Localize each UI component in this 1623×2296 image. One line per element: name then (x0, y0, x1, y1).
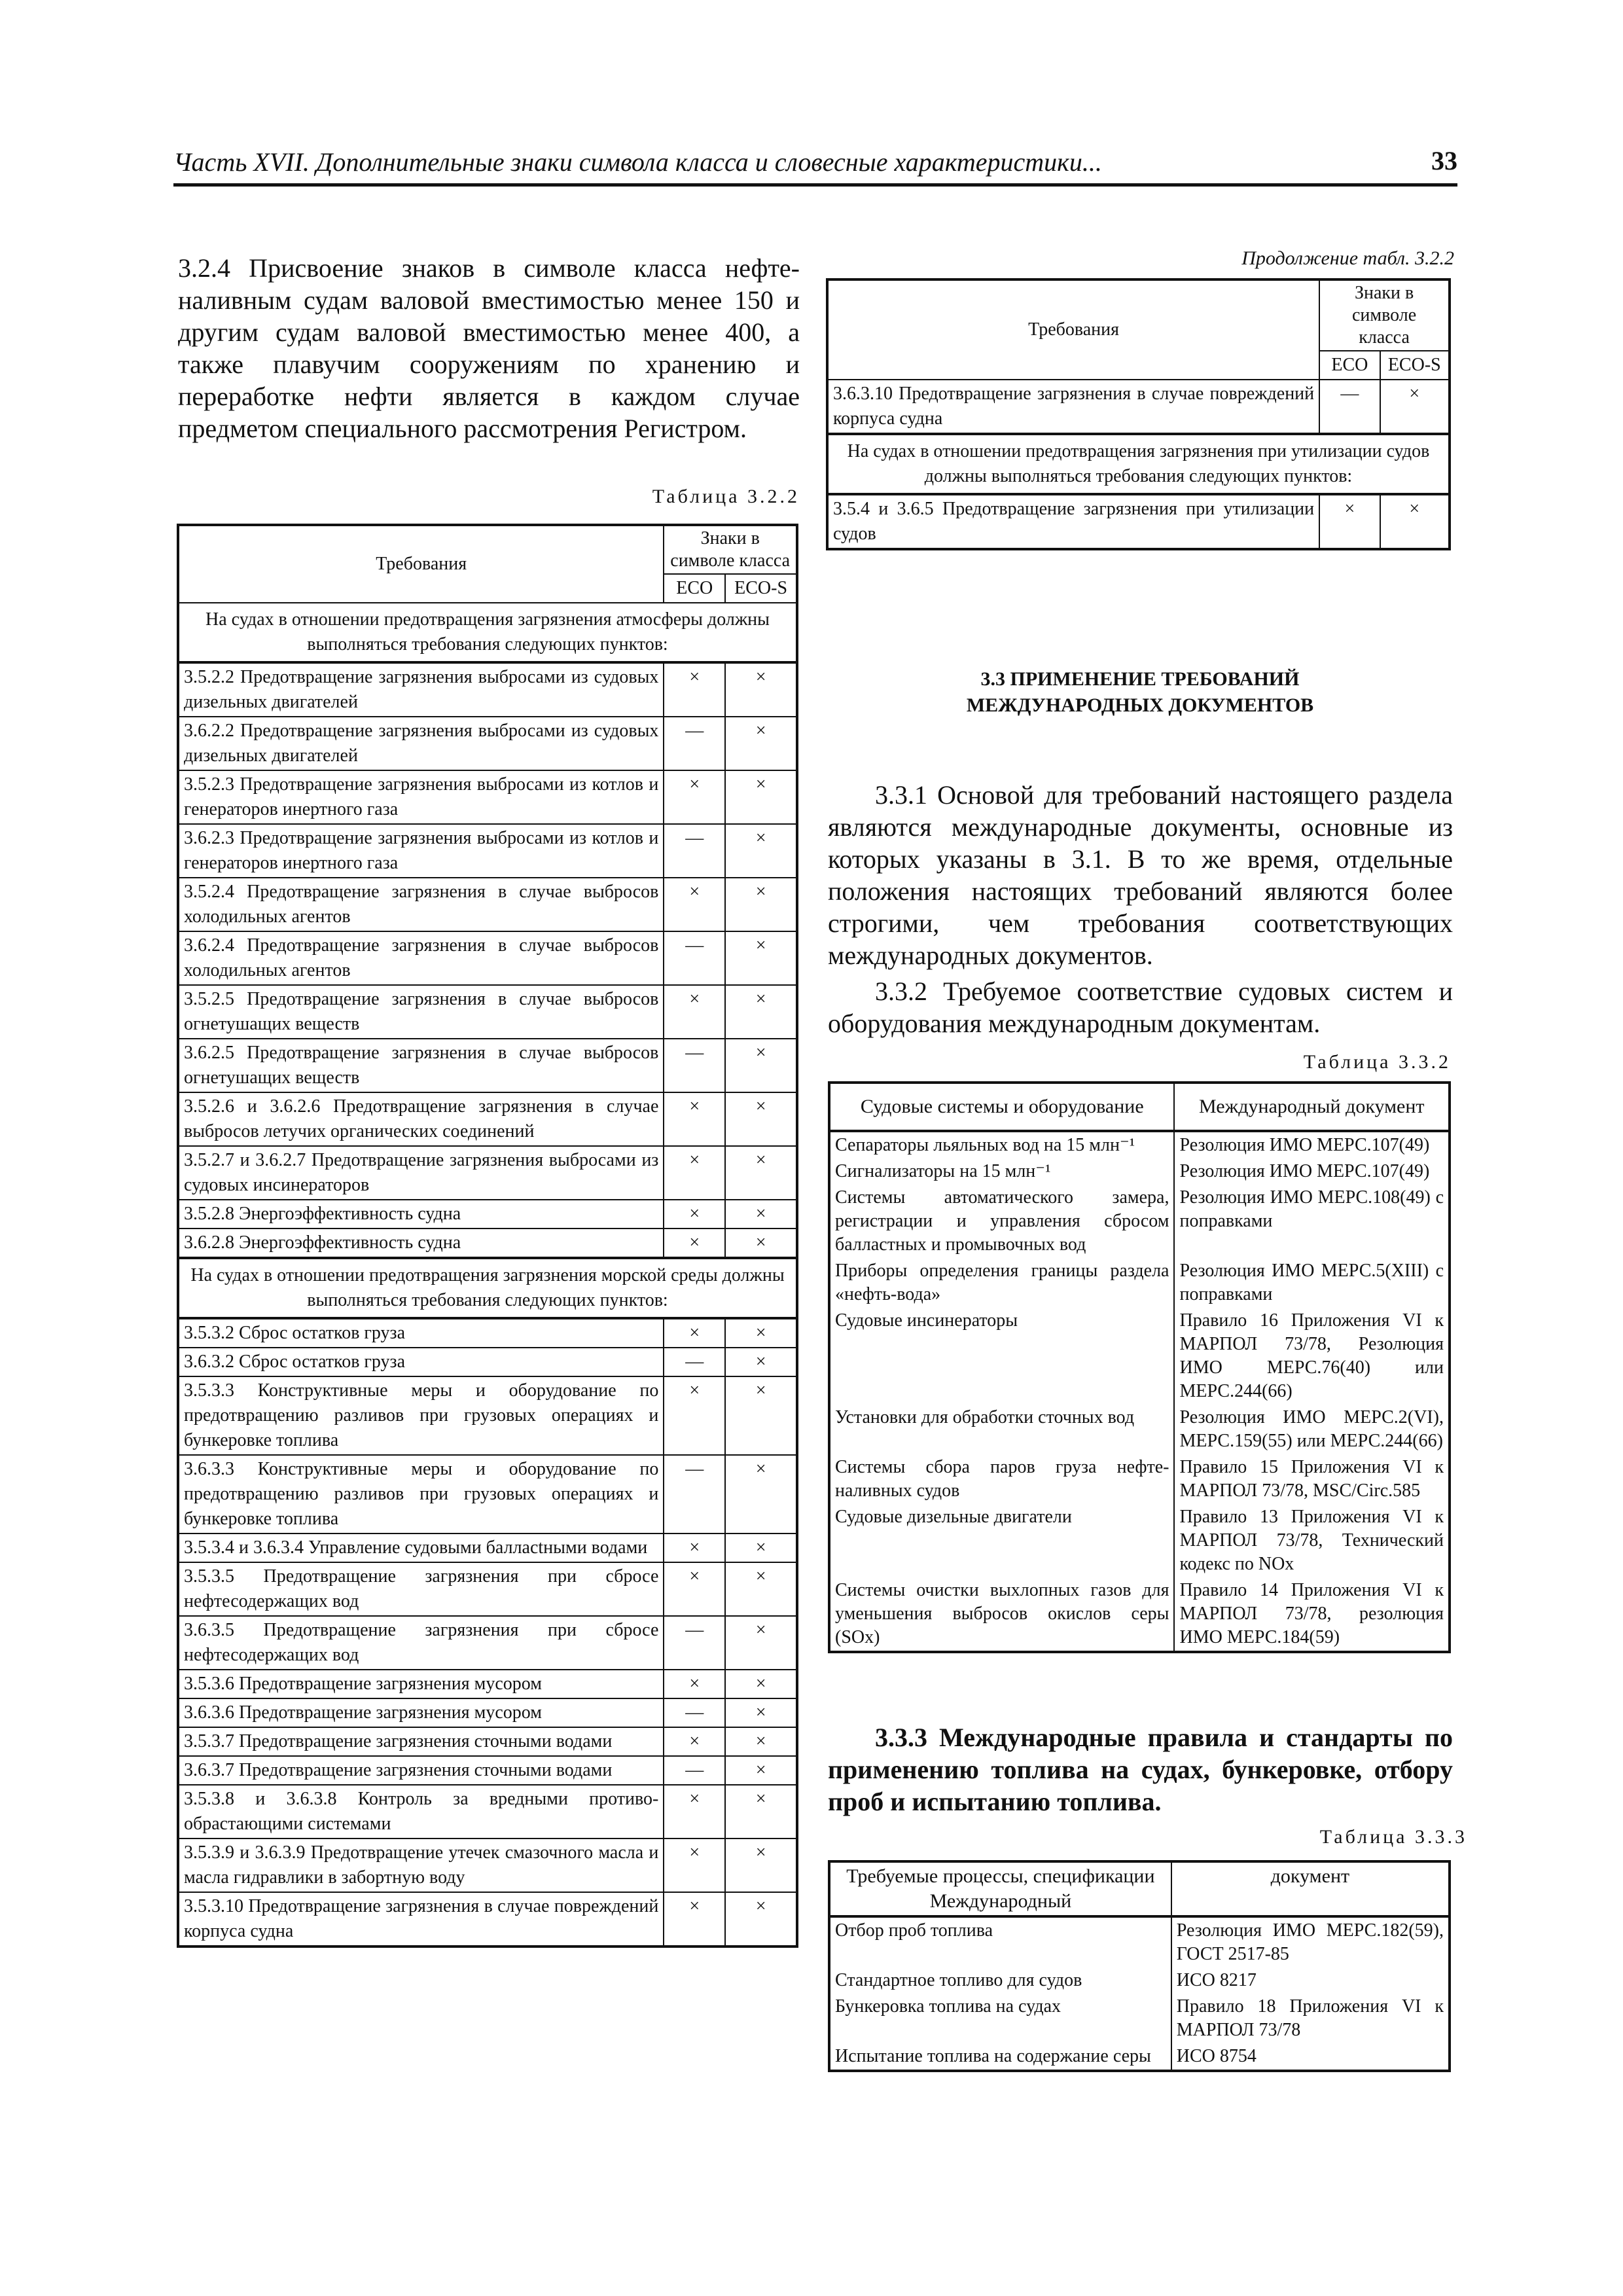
table-row-eco: × (664, 1318, 725, 1348)
table-row (829, 1258, 1450, 1308)
table-row (829, 1967, 1450, 1994)
table-row (829, 1308, 1450, 1405)
table-row-eco: — (664, 1756, 725, 1785)
table-row (178, 1562, 797, 1616)
table-row-eco: — (664, 717, 725, 770)
table-row (178, 1534, 797, 1562)
table-cell-process: Испытание топлива на содержание серы (829, 2043, 1171, 2071)
table-row-eco-s: × (725, 1534, 797, 1562)
table-row-text: 3.5.3.5 Предотвращение загрязнения при сбросе нефтесодержащих вод (178, 1562, 664, 1616)
paragraph-3-3-1 (828, 779, 1453, 971)
page-number: 33 (1431, 146, 1457, 175)
table-row-eco: — (664, 931, 725, 985)
table-cell-process: Отбор проб топлива (829, 1916, 1171, 1967)
table-row (178, 1616, 797, 1670)
table-row-eco: × (664, 662, 725, 717)
table-row-eco-s: × (725, 1839, 797, 1892)
col-processes: Требуемые процессы, спецификации Международный (829, 1861, 1171, 1916)
table-row-text: 3.6.3.6 Предотвращение загрязнения мусором (178, 1698, 664, 1727)
table-row-eco-s: × (725, 1092, 797, 1146)
table-row (178, 931, 797, 985)
table-row (829, 1916, 1450, 1967)
table-row (178, 1892, 797, 1946)
table-row-eco: × (664, 1534, 725, 1562)
table-row-eco: × (664, 1839, 725, 1892)
table-row-text: 3.6.2.2 Предотвращение загрязнения выбросами из судовых дизельных двигателей (178, 717, 664, 770)
table-row-eco: × (664, 985, 725, 1039)
table-row (178, 1376, 797, 1455)
table-row (829, 1131, 1450, 1158)
table-row-text: 3.5.2.7 и 3.6.2.7 Предотвращение загрязнения выбросами из судовых инсинераторов (178, 1146, 664, 1200)
table-row (178, 1698, 797, 1727)
table-row (178, 1670, 797, 1698)
table-3-2-2-continued (826, 278, 1451, 550)
table-cell-document: Правило 14 Приложения VI к МАРПОЛ 73/78, резолюция ИМО МЕРС.184(59) (1174, 1577, 1450, 1652)
table-row-eco: × (664, 1376, 725, 1455)
table-row-text: 3.5.3.4 и 3.6.3.4 Управление судовыми баллаctными водами (178, 1534, 664, 1562)
table-row-eco: × (664, 1562, 725, 1616)
table-row-eco-s: × (725, 1756, 797, 1785)
table-row-text: 3.5.3.3 Конструктивные меры и оборудование по предотвращению разливов при грузовых операциях и бункеровке топлива (178, 1376, 664, 1455)
table-cell-document: Резолюция ИМО МЕРС.2(VI), МЕРС.159(55) или МЕРС.244(66) (1174, 1405, 1450, 1454)
table-row-text: 3.6.3.10 Предотвращение загрязнения в случае повреждений корпуса судна (827, 380, 1319, 434)
table-row-eco-s: × (725, 1727, 797, 1756)
table-cell-document: Правило 13 Приложения VI к МАРПОЛ 73/78, Технический кодекс по NOx (1174, 1504, 1450, 1577)
table-row-eco: — (1319, 380, 1380, 434)
table-cell-document: Резолюция ИМО МЕРС.108(49) с поправками (1174, 1185, 1450, 1258)
table-row-eco-s: × (725, 985, 797, 1039)
table-cell-system: Системы очистки выхлопных газов для уменьшения выбросов окислов серы (SOx) (829, 1577, 1174, 1652)
continuation-caption: Продолжение табл. 3.2.2 (1241, 247, 1454, 269)
table-cell-document: Правило 15 Приложения VI к МАРПОЛ 73/78, MSC/Circ.585 (1174, 1454, 1450, 1504)
table-row-eco-s: × (725, 1785, 797, 1839)
section-air-header: На судах в отношении предотвращения загрязнения атмосферы должны выполняться требования следующих пунктов: (178, 603, 797, 662)
table-row (178, 1348, 797, 1376)
table-row-eco: × (664, 1892, 725, 1946)
table-row-eco-s: × (725, 717, 797, 770)
paragraph-3-3-1-text: 3.3.1 Основой для требований настоящего раздела являются международные документы, основные из которых указаны в 3.1. В то же время, отдельные положения настоящих требований являются более строгими, чем требования соответствующих международных документов. (828, 780, 1453, 970)
table-cell-document: Правило 18 Приложения VI к МАРПОЛ 73/78 (1171, 1994, 1450, 2043)
paragraph-3-3-3 (828, 1721, 1453, 1818)
table-row (178, 985, 797, 1039)
table-row-eco: × (664, 1092, 725, 1146)
table-cell-system: Сепараторы льяльных вод на 15 млн⁻¹ (829, 1131, 1174, 1158)
table-row-eco: — (664, 1455, 725, 1534)
table-row (829, 1405, 1450, 1454)
table-row-text: 3.5.3.9 и 3.6.3.9 Предотвращение утечек смазочного масла и масла гидравлики в забортную воду (178, 1839, 664, 1892)
table-cell-system: Судовые инсинераторы (829, 1308, 1174, 1405)
table-cell-document: ИСО 8754 (1171, 2043, 1450, 2071)
table-cell-system: Сигнализаторы на 15 млн⁻¹ (829, 1158, 1174, 1185)
table-row-text: 3.5.3.6 Предотвращение загрязнения мусором (178, 1670, 664, 1698)
running-title: Часть XVII. Дополнительные знаки символа класса и словесные характеристики... (173, 147, 1102, 177)
section-recycling-header: На судах в отношении предотвращения загрязнения при утилизации судов должны выполняться требования следующих пунктов: (827, 434, 1450, 494)
table-row (178, 1092, 797, 1146)
table-row (829, 1158, 1450, 1185)
table-cell-document: ИСО 8217 (1171, 1967, 1450, 1994)
table-row-eco-s: × (725, 824, 797, 878)
table-cell-document: Резолюция ИМО МЕРС.182(59), ГОСТ 2517-85 (1171, 1916, 1450, 1967)
table-row-text: 3.6.3.5 Предотвращение загрязнения при сбросе нефтесодержащих вод (178, 1616, 664, 1670)
table-row-text: 3.6.2.3 Предотвращение загрязнения выбросами из котлов и генераторов инертного газа (178, 824, 664, 878)
table-row-eco-s: × (725, 1348, 797, 1376)
table-cell-document: Резолюция ИМО МЕРС.107(49) (1174, 1158, 1450, 1185)
table-row (829, 1504, 1450, 1577)
table-row-text: 3.5.3.2 Сброс остатков груза (178, 1318, 664, 1348)
table-row (829, 1994, 1450, 2043)
table-row-eco-s: × (725, 1616, 797, 1670)
table-row-text: 3.6.3.7 Предотвращение загрязнения сточными водами (178, 1756, 664, 1785)
table-row-eco-s: × (725, 1200, 797, 1229)
table-row-eco-s: × (725, 770, 797, 824)
table-row-eco-s: × (725, 1146, 797, 1200)
table-row-text: 3.5.2.2 Предотвращение загрязнения выбросами из судовых дизельных двигателей (178, 662, 664, 717)
table-row (178, 770, 797, 824)
table-row (178, 1039, 797, 1092)
table-row-eco-s: × (1380, 494, 1450, 549)
col-document: документ (1171, 1861, 1450, 1916)
col-eco-s: ECO-S (1380, 351, 1450, 380)
table-row-text: 3.5.2.4 Предотвращение загрязнения в случае выбросов холодильных агентов (178, 878, 664, 931)
table-row (178, 1229, 797, 1258)
section-sea-header: На судах в отношении предотвращения загрязнения морской среды должны выполняться требования следующих пунктов: (178, 1258, 797, 1318)
table-row-eco: — (664, 1698, 725, 1727)
col-eco-s: ECO-S (725, 574, 797, 603)
table-row-eco-s: × (725, 1229, 797, 1258)
table-cell-document: Резолюция ИМО МЕРС.5(XIII) с поправками (1174, 1258, 1450, 1308)
table-row-eco: × (664, 1146, 725, 1200)
table-3-2-2 (177, 524, 798, 1948)
table-cell-process: Бункеровка топлива на судах (829, 1994, 1171, 2043)
table-cell-system: Системы автоматического замера, регистрации и управления сбросом балластных и промывочных вод (829, 1185, 1174, 1258)
table-row (178, 824, 797, 878)
table-cell-system: Судовые дизельные двигатели (829, 1504, 1174, 1577)
table-row-eco: × (664, 878, 725, 931)
table-row-eco: × (664, 1229, 725, 1258)
section-3-3-title (826, 666, 1454, 719)
table-row-text: 3.6.3.2 Сброс остатков груза (178, 1348, 664, 1376)
paragraph-3-3-2 (828, 975, 1453, 1039)
col-class-signs: Знаки в символе класса (1319, 279, 1450, 351)
table-3-3-2 (828, 1081, 1451, 1653)
table-row-eco-s: × (725, 1318, 797, 1348)
paragraph-3-3-3-text: 3.3.3 Международные правила и стандарты по применению топлива на судах, бункеровке, отбору проб и испытанию топлива. (828, 1723, 1453, 1816)
table-row-eco-s: × (725, 1376, 797, 1455)
table-row-eco: × (664, 1727, 725, 1756)
col-document: Международный документ (1174, 1083, 1450, 1131)
table-row-eco-s: × (725, 662, 797, 717)
table-row-eco: — (664, 1039, 725, 1092)
table-row (178, 717, 797, 770)
table-row (178, 1318, 797, 1348)
table-row-eco-s: × (725, 931, 797, 985)
table-row (178, 662, 797, 717)
col-systems: Судовые системы и оборудование (829, 1083, 1174, 1131)
table-3-3-3-caption: Таблица 3.3.3 (1319, 1826, 1467, 1848)
table-row-text: 3.5.2.8 Энергоэффективность судна (178, 1200, 664, 1229)
table-cell-system: Приборы определения границы раздела «нефть-вода» (829, 1258, 1174, 1308)
section-3-3-title-line1: 3.3 ПРИМЕНЕНИЕ ТРЕБОВАНИЙ (980, 668, 1300, 690)
table-row-text: 3.5.2.5 Предотвращение загрязнения в случае выбросов огнетушащих веществ (178, 985, 664, 1039)
table-cell-document: Резолюция ИМО МЕРС.107(49) (1174, 1131, 1450, 1158)
table-cell-process: Стандартное топливо для судов (829, 1967, 1171, 1994)
table-row-eco-s: × (725, 1039, 797, 1092)
table-row-eco-s: × (725, 1698, 797, 1727)
table-row-text: 3.5.2.3 Предотвращение загрязнения выбросами из котлов и генераторов инертного газа (178, 770, 664, 824)
table-row-text: 3.5.3.7 Предотвращение загрязнения сточными водами (178, 1727, 664, 1756)
col-requirements: Требования (178, 525, 664, 603)
table-row (178, 1146, 797, 1200)
table-row (178, 1756, 797, 1785)
table-row-text: 3.6.2.5 Предотвращение загрязнения в случае выбросов огнетушащих веществ (178, 1039, 664, 1092)
table-3-3-2-caption: Таблица 3.3.2 (1303, 1051, 1451, 1073)
table-cell-document: Правило 16 Приложения VI к МАРПОЛ 73/78, Резолюция ИМО МЕРС.76(40) или МЕРС.244(66) (1174, 1308, 1450, 1405)
col-eco: ECO (1319, 351, 1380, 380)
table-row-eco: × (664, 770, 725, 824)
table-row-eco-s: × (725, 1455, 797, 1534)
paragraph-3-3-2-text: 3.3.2 Требуемое соответствие судовых систем и оборудования международным документам. (828, 977, 1453, 1038)
table-row-eco: — (664, 824, 725, 878)
col-eco: ECO (664, 574, 725, 603)
table-cell-system: Системы сбора паров груза нефтеналивных судов (829, 1454, 1174, 1504)
col-requirements: Требования (827, 279, 1319, 380)
table-row-text: 3.6.2.4 Предотвращение загрязнения в случае выбросов холодильных агентов (178, 931, 664, 985)
table-row-eco-s: × (725, 1670, 797, 1698)
table-row (829, 1577, 1450, 1652)
table-row-text: 3.5.2.6 и 3.6.2.6 Предотвращение загрязнения в случае выбросов летучих органических соединений (178, 1092, 664, 1146)
table-row-eco-s: × (725, 878, 797, 931)
table-row-text: 3.5.3.10 Предотвращение загрязнения в случае повреждений корпуса судна (178, 1892, 664, 1946)
table-row-eco: × (664, 1785, 725, 1839)
table-row-text: 3.6.2.8 Энергоэффективность судна (178, 1229, 664, 1258)
table-row-eco-s: × (1380, 380, 1450, 434)
table-row (178, 1200, 797, 1229)
table-row-eco: — (664, 1616, 725, 1670)
table-row-eco: — (664, 1348, 725, 1376)
section-3-3-title-line2: МЕЖДУНАРОДНЫХ ДОКУМЕНТОВ (966, 694, 1314, 716)
table-row-eco: × (664, 1200, 725, 1229)
page-header (173, 145, 1457, 187)
table-row-text: 3.6.3.3 Конструктивные меры и оборудование по предотвращению разливов при грузовых операциях и бункеровке топлива (178, 1455, 664, 1534)
table-3-2-2-caption: Таблица 3.2.2 (652, 486, 800, 507)
table-row (178, 1727, 797, 1756)
col-class-signs: Знаки в символе класса (664, 525, 797, 574)
table-row-text: 3.5.3.8 и 3.6.3.8 Контроль за вредными противообрастающими системами (178, 1785, 664, 1839)
table-row (178, 878, 797, 931)
table-row (178, 1785, 797, 1839)
table-row-eco: × (1319, 494, 1380, 549)
table-row (178, 1839, 797, 1892)
table-row (829, 1454, 1450, 1504)
table-row-eco: × (664, 1670, 725, 1698)
paragraph-3-2-4: 3.2.4 Присвоение знаков в символе класса нефтеналивным судам валовой вместимостью менее 150 и другим судам валовой вместимостью менее 400, а также плавучим сооружениям по хранению и переработке нефти является в каждом случае предметом специального рассмотрения Регистром. (178, 253, 800, 443)
table-row-text: 3.5.4 и 3.6.5 Предотвращение загрязнения при утилизации судов (827, 494, 1319, 549)
table-row (829, 1185, 1450, 1258)
table-row-eco-s: × (725, 1892, 797, 1946)
table-row-eco-s: × (725, 1562, 797, 1616)
table-3-3-3 (828, 1860, 1451, 2072)
table-row (178, 1455, 797, 1534)
table-row (829, 2043, 1450, 2071)
table-cell-system: Установки для обработки сточных вод (829, 1405, 1174, 1454)
